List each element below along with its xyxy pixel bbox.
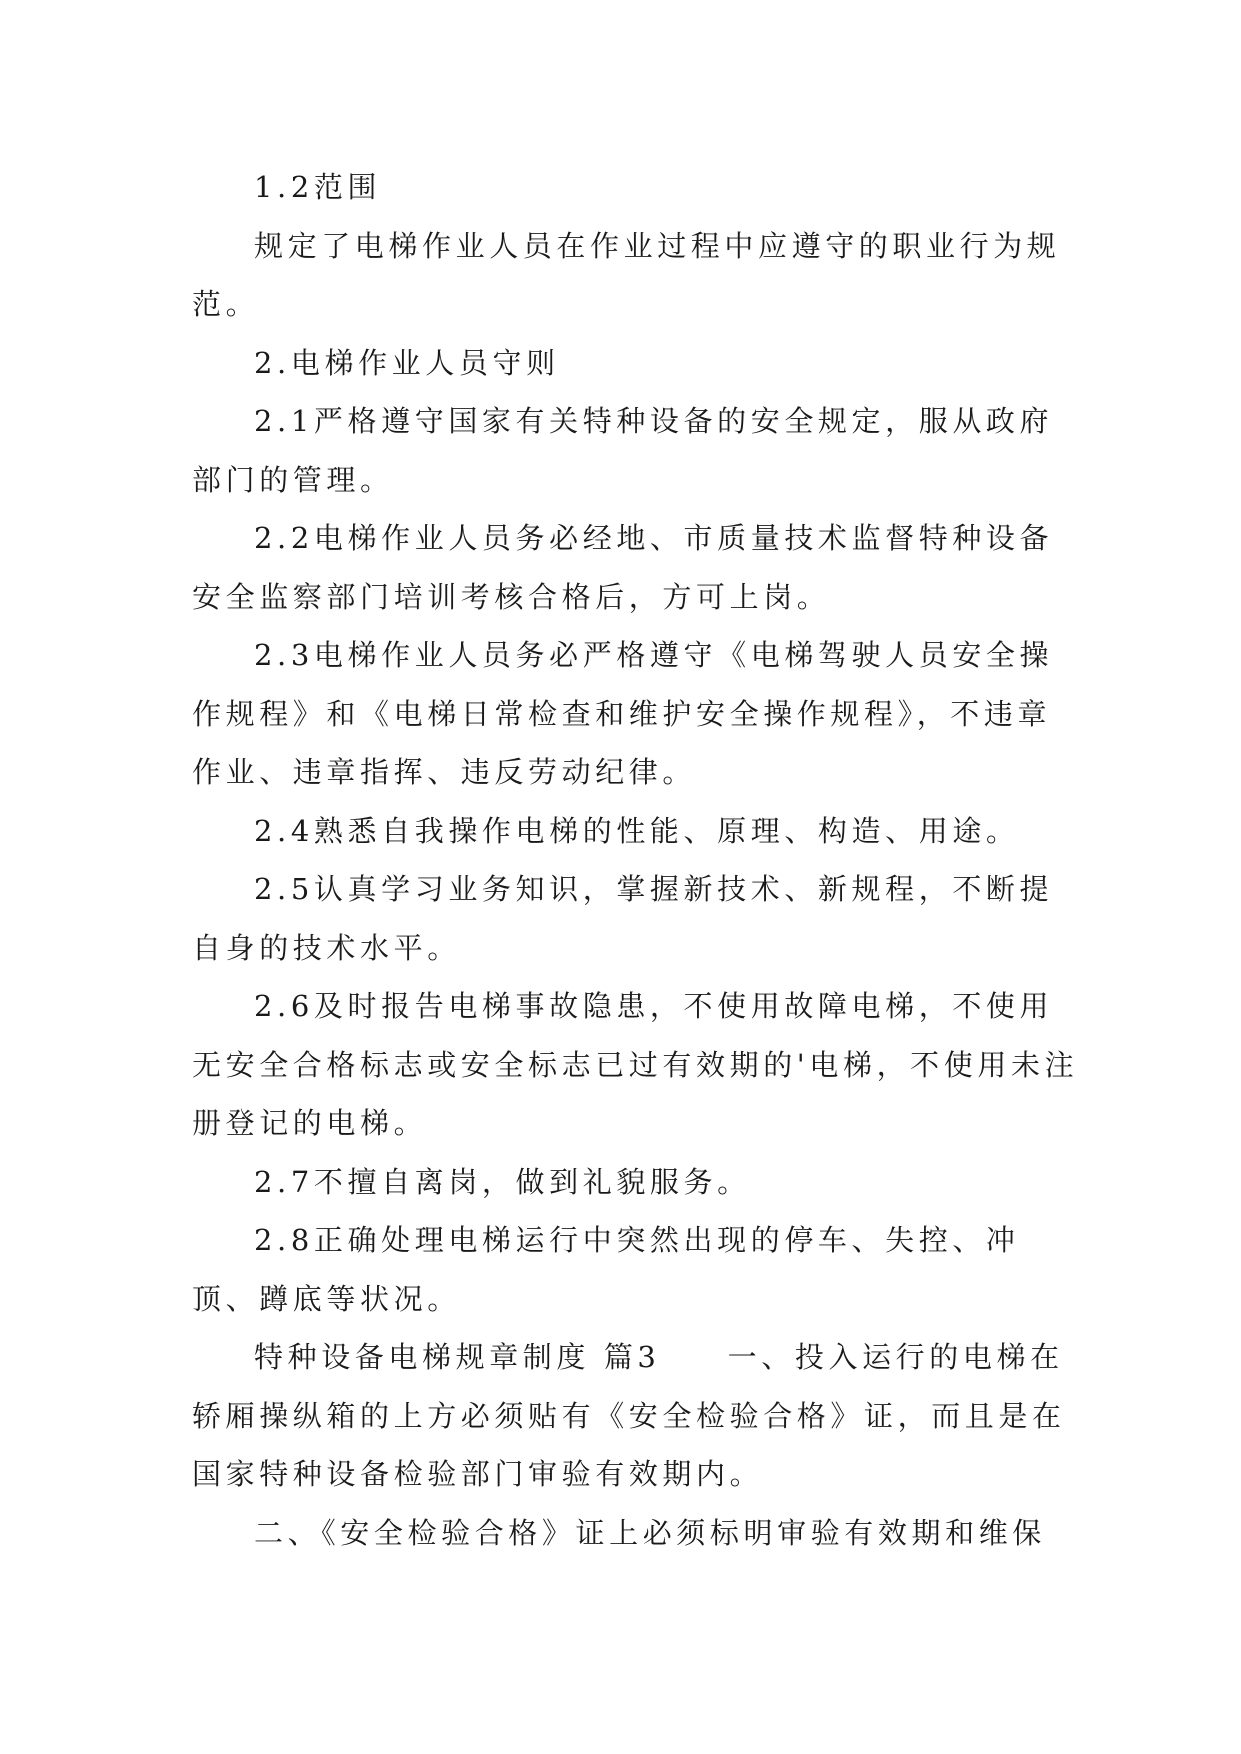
paragraph-section-3-item-1: 特种设备电梯规章制度 篇3 一、投入运行的电梯在轿厢操纵箱的上方必须贴有《安全检验合格》证，而且是在国家特种设备检验部门审验有效期内。	[192, 1340, 1066, 1491]
paragraph-rules-heading: 2.电梯作业人员守则	[254, 345, 560, 380]
paragraph-scope-heading: 1.2范围	[254, 170, 382, 204]
paragraph-rule-2-2: 2.2电梯作业人员务必经地、市质量技术监督特种设备安全监察部门培训考核合格后，方可上岗。	[192, 521, 1054, 614]
paragraph-rule-2-3: 2.3电梯作业人员务必严格遵守《电梯驾驶人员安全操作规程》和《电梯日常检查和维护安全操作规程》，不违章作业、违章指挥、违反劳动纪律。	[192, 638, 1054, 789]
paragraph-section-3-item-2: 二、《安全检验合格》证上必须标明审验有效期和维保	[254, 1515, 1046, 1550]
paragraph-rule-2-5: 2.5认真学习业务知识，掌握新技术、新规程，不断提自身的技术水平。	[192, 872, 1054, 965]
paragraph-rule-2-1: 2.1严格遵守国家有关特种设备的安全规定，服从政府部门的管理。	[192, 404, 1054, 497]
document-body	[192, 158, 1082, 1562]
paragraph-scope-text: 规定了电梯作业人员在作业过程中应遵守的职业行为规范。	[192, 228, 1061, 321]
paragraph-rule-2-7: 2.7不擅自离岗，做到礼貌服务。	[254, 1164, 751, 1199]
paragraph-rule-2-8: 2.8正确处理电梯运行中突然出现的停车、失控、冲顶、蹲底等状况。	[192, 1223, 1020, 1316]
paragraph-rule-2-6: 2.6及时报告电梯事故隐患，不使用故障电梯，不使用无安全合格标志或安全标志已过有效期的'电梯，不使用未注册登记的电梯。	[192, 989, 1079, 1140]
paragraph-rule-2-4: 2.4熟悉自我操作电梯的性能、原理、构造、用途。	[254, 813, 1020, 848]
